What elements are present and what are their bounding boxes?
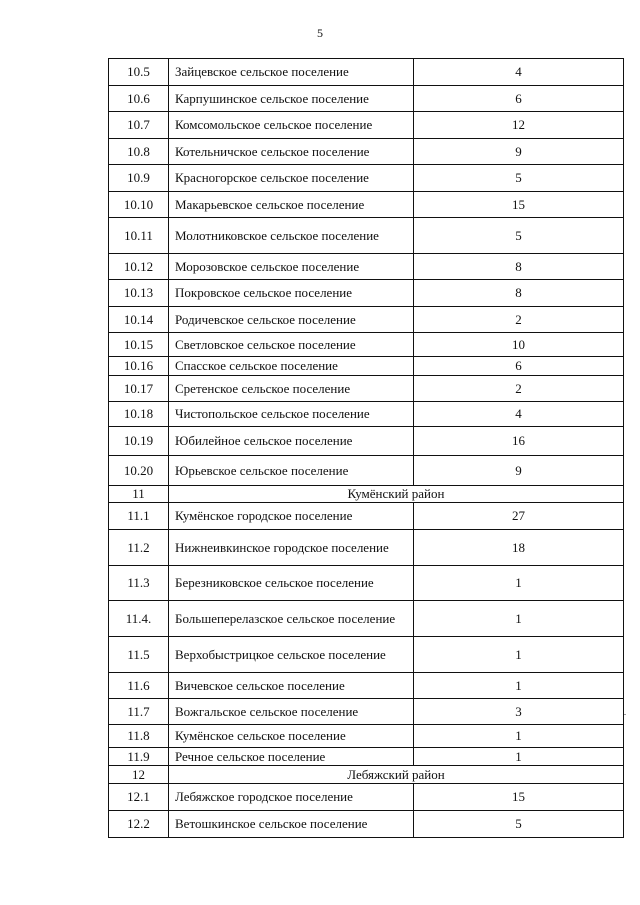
scan-speck bbox=[624, 714, 626, 715]
settlement-name: Речное сельское поселение bbox=[169, 748, 414, 766]
district-name: Лебяжский район bbox=[169, 766, 624, 784]
table-row bbox=[109, 456, 624, 486]
settlement-name: Юрьевское сельское поселение bbox=[169, 456, 414, 486]
table-row bbox=[109, 427, 624, 456]
settlement-count: 12 bbox=[414, 112, 624, 139]
settlement-name: Светловское сельское поселение bbox=[169, 333, 414, 357]
row-number: 11.2 bbox=[109, 530, 169, 566]
settlement-name: Морозовское сельское поселение bbox=[169, 254, 414, 280]
settlement-name: Красногорское сельское поселение bbox=[169, 165, 414, 192]
settlement-name: Большеперелазское сельское поселение bbox=[169, 601, 414, 637]
table-row bbox=[109, 748, 624, 766]
settlement-count: 1 bbox=[414, 637, 624, 673]
row-number: 11.6 bbox=[109, 673, 169, 699]
table-row bbox=[109, 811, 624, 838]
settlement-name: Верхобыстрицкое сельское поселение bbox=[169, 637, 414, 673]
table-row bbox=[109, 784, 624, 811]
settlement-count: 6 bbox=[414, 357, 624, 376]
row-number: 10.14 bbox=[109, 307, 169, 333]
settlement-name: Макарьевское сельское поселение bbox=[169, 192, 414, 218]
settlement-name: Нижнеивкинское городское поселение bbox=[169, 530, 414, 566]
row-number: 12.2 bbox=[109, 811, 169, 838]
settlement-count: 6 bbox=[414, 86, 624, 112]
table-row bbox=[109, 59, 624, 86]
row-number: 11.7 bbox=[109, 699, 169, 725]
table-row bbox=[109, 218, 624, 254]
settlement-count: 3 bbox=[414, 699, 624, 725]
table-row bbox=[109, 307, 624, 333]
settlement-name: Березниковское сельское поселение bbox=[169, 566, 414, 601]
settlement-count: 10 bbox=[414, 333, 624, 357]
settlement-name: Юбилейное сельское поселение bbox=[169, 427, 414, 456]
table-row bbox=[109, 357, 624, 376]
row-number: 11.1 bbox=[109, 503, 169, 530]
settlement-count: 1 bbox=[414, 566, 624, 601]
settlement-name: Спасское сельское поселение bbox=[169, 357, 414, 376]
settlement-count: 1 bbox=[414, 673, 624, 699]
settlement-count: 1 bbox=[414, 725, 624, 748]
table-row bbox=[109, 333, 624, 357]
row-number: 10.10 bbox=[109, 192, 169, 218]
table-row bbox=[109, 86, 624, 112]
settlement-name: Зайцевское сельское поселение bbox=[169, 59, 414, 86]
settlement-count: 2 bbox=[414, 307, 624, 333]
row-number: 11 bbox=[109, 486, 169, 503]
settlement-name: Кумёнское городское поселение bbox=[169, 503, 414, 530]
settlement-count: 18 bbox=[414, 530, 624, 566]
settlement-count: 9 bbox=[414, 139, 624, 165]
settlement-name: Комсомольское сельское поселение bbox=[169, 112, 414, 139]
table-row bbox=[109, 673, 624, 699]
settlement-name: Ветошкинское сельское поселение bbox=[169, 811, 414, 838]
row-number: 10.15 bbox=[109, 333, 169, 357]
row-number: 11.4. bbox=[109, 601, 169, 637]
table-row bbox=[109, 376, 624, 402]
settlement-count: 2 bbox=[414, 376, 624, 402]
table-row bbox=[109, 503, 624, 530]
settlement-count: 9 bbox=[414, 456, 624, 486]
row-number: 10.18 bbox=[109, 402, 169, 427]
settlement-name: Покровское сельское поселение bbox=[169, 280, 414, 307]
row-number: 10.20 bbox=[109, 456, 169, 486]
row-number: 10.13 bbox=[109, 280, 169, 307]
district-row bbox=[109, 486, 624, 503]
district-name: Кумёнский район bbox=[169, 486, 624, 503]
row-number: 10.16 bbox=[109, 357, 169, 376]
settlement-name: Сретенское сельское поселение bbox=[169, 376, 414, 402]
table-row bbox=[109, 165, 624, 192]
table-row bbox=[109, 139, 624, 165]
table-row bbox=[109, 254, 624, 280]
row-number: 10.17 bbox=[109, 376, 169, 402]
row-number: 10.19 bbox=[109, 427, 169, 456]
settlement-count: 8 bbox=[414, 280, 624, 307]
settlement-count: 15 bbox=[414, 192, 624, 218]
settlement-name: Котельничское сельское поселение bbox=[169, 139, 414, 165]
district-row bbox=[109, 766, 624, 784]
table-row bbox=[109, 402, 624, 427]
row-number: 11.9 bbox=[109, 748, 169, 766]
settlement-count: 5 bbox=[414, 165, 624, 192]
row-number: 10.5 bbox=[109, 59, 169, 86]
settlement-count: 16 bbox=[414, 427, 624, 456]
table-row bbox=[109, 112, 624, 139]
settlements-table-body bbox=[109, 59, 624, 838]
settlement-count: 5 bbox=[414, 811, 624, 838]
settlement-count: 27 bbox=[414, 503, 624, 530]
settlement-name: Лебяжское городское поселение bbox=[169, 784, 414, 811]
row-number: 12.1 bbox=[109, 784, 169, 811]
settlement-count: 1 bbox=[414, 601, 624, 637]
row-number: 10.12 bbox=[109, 254, 169, 280]
settlement-name: Вичевское сельское поселение bbox=[169, 673, 414, 699]
row-number: 10.8 bbox=[109, 139, 169, 165]
settlement-count: 4 bbox=[414, 402, 624, 427]
page-number: 5 bbox=[317, 26, 323, 40]
settlement-name: Вожгальское сельское поселение bbox=[169, 699, 414, 725]
table-row bbox=[109, 280, 624, 307]
table-row bbox=[109, 637, 624, 673]
table-row bbox=[109, 566, 624, 601]
row-number: 10.9 bbox=[109, 165, 169, 192]
settlement-name: Кумёнское сельское поселение bbox=[169, 725, 414, 748]
table-row bbox=[109, 699, 624, 725]
row-number: 10.6 bbox=[109, 86, 169, 112]
settlement-count: 8 bbox=[414, 254, 624, 280]
table-row bbox=[109, 601, 624, 637]
table-row bbox=[109, 530, 624, 566]
settlement-name: Чистопольское сельское поселение bbox=[169, 402, 414, 427]
row-number: 10.11 bbox=[109, 218, 169, 254]
settlement-count: 5 bbox=[414, 218, 624, 254]
settlement-name: Родичевское сельское поселение bbox=[169, 307, 414, 333]
settlement-name: Молотниковское сельское поселение bbox=[169, 218, 414, 254]
settlement-count: 4 bbox=[414, 59, 624, 86]
table-row bbox=[109, 725, 624, 748]
settlement-count: 15 bbox=[414, 784, 624, 811]
settlements-table bbox=[108, 58, 624, 838]
row-number: 11.3 bbox=[109, 566, 169, 601]
row-number: 12 bbox=[109, 766, 169, 784]
table-row bbox=[109, 192, 624, 218]
settlement-name: Карпушинское сельское поселение bbox=[169, 86, 414, 112]
row-number: 10.7 bbox=[109, 112, 169, 139]
row-number: 11.8 bbox=[109, 725, 169, 748]
settlement-count: 1 bbox=[414, 748, 624, 766]
row-number: 11.5 bbox=[109, 637, 169, 673]
